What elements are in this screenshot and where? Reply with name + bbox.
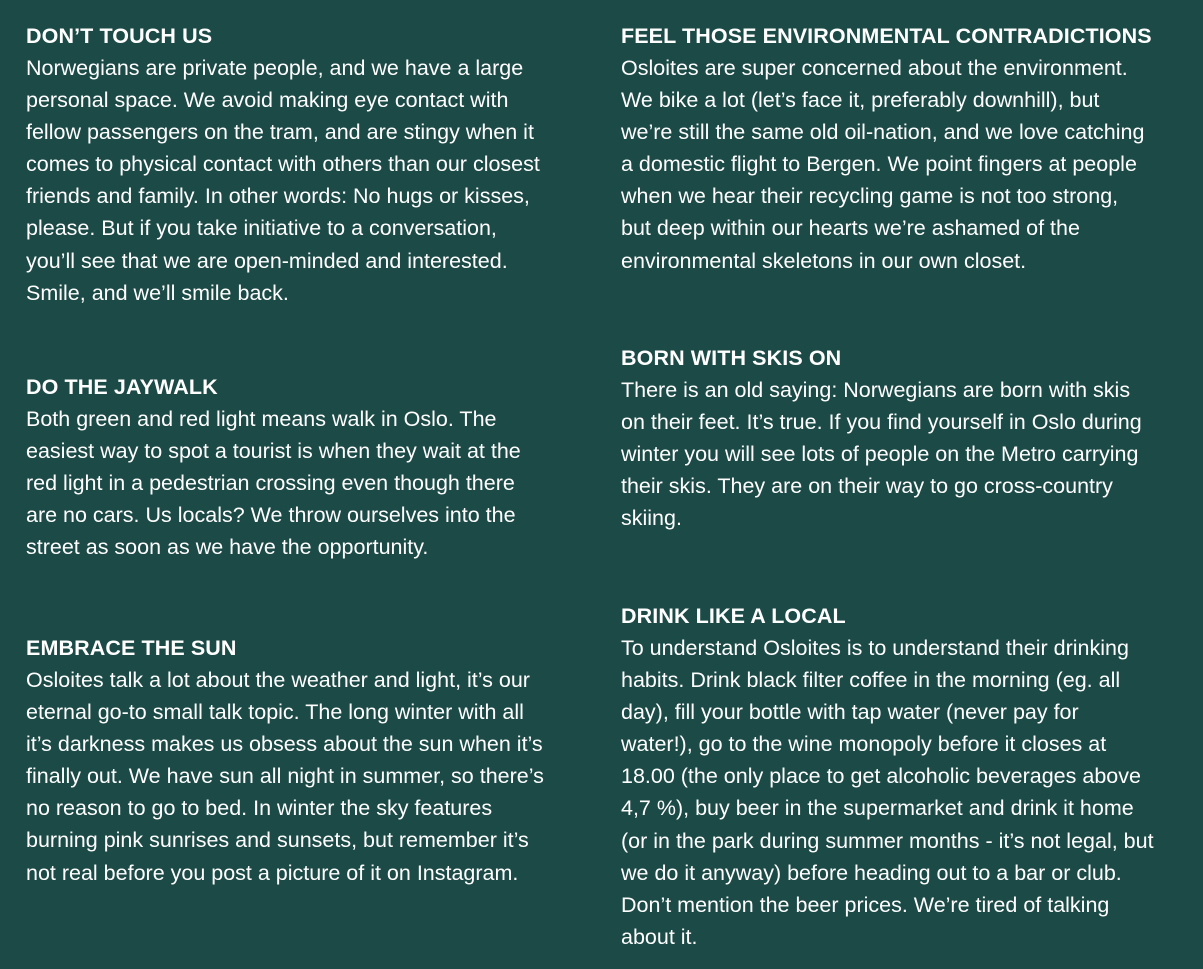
section-text-line: Osloites are super concerned about the environment. [621, 56, 1128, 80]
section-text-line: 4,7 %), buy beer in the supermarket and drink it home [621, 796, 1134, 821]
section-text-line: please. But if you take initiative to a conversation, [26, 216, 497, 241]
section-text-line: comes to physical contact with others than our closest [26, 152, 540, 177]
section-text-line: but deep within our hearts we’re ashamed of the [621, 216, 1080, 241]
section-text-line: you’ll see that we are open-minded and interested. [26, 248, 508, 273]
section-text-line: day), fill your bottle with tap water (never pay for [621, 700, 1079, 725]
section-text-line: Smile, and we’ll smile back. [26, 280, 289, 305]
section-dont-touch-us [26, 20, 606, 309]
section-text-line: street as soon as we have the opportunity. [26, 535, 429, 560]
section-text-line: on their feet. It’s true. If you find yourself in Oslo during [621, 410, 1142, 435]
section-text-line: personal space. We avoid making eye contact with [26, 88, 509, 113]
section-text-line: environmental skeletons in our own closet. [621, 248, 1027, 273]
section-text-line: their skis. They are on their way to go cross-country [621, 474, 1113, 499]
section-text-line: To understand Osloites is to understand their drinking [621, 636, 1129, 660]
section-text-line: are no cars. Us locals? We throw ourselves into the [26, 503, 516, 528]
section-text-line: 18.00 (the only place to get alcoholic beverages above [621, 764, 1141, 789]
section-born-with-skis-on [621, 342, 1201, 534]
section-text-line: when we hear their recycling game is not too strong, [621, 184, 1119, 209]
section-text-line: winter you will see lots of people on the Metro carrying [621, 442, 1139, 467]
section-text-line: Norwegians are private people, and we have a large [26, 56, 524, 80]
section-environmental-contradictions [621, 20, 1201, 277]
section-embrace-the-sun [26, 632, 606, 889]
section-text-line: eternal go-to small talk topic. The long winter with all [26, 700, 524, 725]
section-text-line: no reason to go to bed. In winter the sky features [26, 796, 493, 821]
section-text-line: burning pink sunrises and sunsets, but remember it’s [26, 828, 529, 853]
section-do-the-jaywalk [26, 371, 606, 563]
section-text-line: finally out. We have sun all night in summer, so there’s [26, 764, 544, 789]
section-text-line: skiing. [621, 506, 682, 531]
section-heading: DRINK LIKE A LOCAL [621, 604, 846, 628]
section-text-line: (or in the park during summer months - it’s not legal, but [621, 828, 1154, 853]
section-text-line: There is an old saying: Norwegians are born with skis [621, 378, 1131, 402]
section-text-line: We bike a lot (let’s face it, preferably downhill), but [621, 88, 1100, 113]
section-text-line: not real before you post a picture of it on Instagram. [26, 860, 519, 885]
section-text-line: Both green and red light means walk in Oslo. The [26, 407, 497, 431]
section-text-line: easiest way to spot a tourist is when they wait at the [26, 439, 521, 464]
section-text-line: habits. Drink black filter coffee in the morning (eg. all [621, 668, 1121, 693]
section-heading: DON’T TOUCH US [26, 24, 213, 48]
section-heading: BORN WITH SKIS ON [621, 346, 842, 370]
section-heading: DO THE JAYWALK [26, 375, 218, 399]
section-text-line: we do it anyway) before heading out to a bar or club. [621, 860, 1122, 885]
section-text-line: it’s darkness makes us obsess about the sun when it’s [26, 732, 543, 757]
section-heading: FEEL THOSE ENVIRONMENTAL CONTRADICTIONS [621, 24, 1152, 48]
section-text-line: Don’t mention the beer prices. We’re tired of talking [621, 892, 1110, 917]
section-text-line: we’re still the same old oil-nation, and we love catching [621, 120, 1145, 145]
section-text-line: Osloites talk a lot about the weather and light, it’s our [26, 668, 530, 692]
section-heading: EMBRACE THE SUN [26, 636, 237, 660]
section-text-line: fellow passengers on the tram, and are stingy when it [26, 120, 534, 145]
section-text-line: water!), go to the wine monopoly before it closes at [621, 732, 1107, 757]
section-text-line: about it. [621, 924, 698, 949]
section-drink-like-a-local [621, 600, 1201, 953]
section-text-line: friends and family. In other words: No hugs or kisses, [26, 184, 530, 209]
section-text-line: red light in a pedestrian crossing even though there [26, 471, 515, 496]
section-text-line: a domestic flight to Bergen. We point fingers at people [621, 152, 1137, 177]
